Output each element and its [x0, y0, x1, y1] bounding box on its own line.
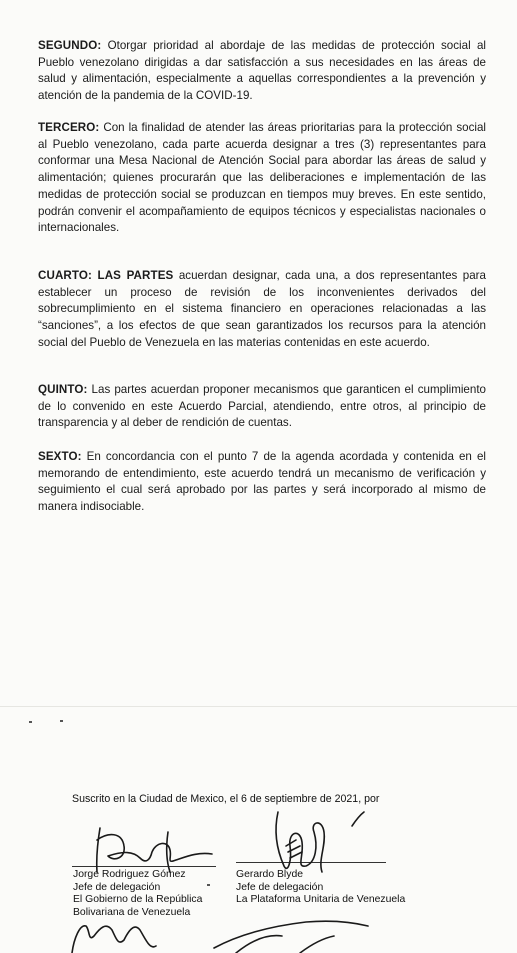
right-signatory	[236, 869, 405, 907]
signatory-role: Jefe de delegación	[73, 881, 161, 893]
signing-statement: Suscrito en la Ciudad de Mexico, el 6 de septiembre de 2021, por	[72, 793, 380, 805]
clause-text: Con la finalidad de atender las áreas prioritarias para la protección social al Pueblo venezolano, cada parte acuerda designar a tres (3) representantes para conformar una Mesa Nacional de Atención Social para abordar las áreas de salud y alimentación; quienes procurarán que las deliberaciones e implementación de las medidas de protección social se produzcan en tiempos muy breves. En este sentido, podrán convenir el acompañamiento de equipos técnicos y especialistas nacionales o internacionales.	[38, 121, 486, 235]
clause-label: TERCERO:	[38, 121, 100, 134]
clause-label: QUINTO:	[38, 383, 88, 396]
clause-label: SEXTO:	[38, 450, 82, 463]
signatory-organization: Bolivariana de Venezuela	[73, 906, 191, 918]
signatory-organization: La Plataforma Unitaria de Venezuela	[236, 894, 406, 906]
clause-label: SEGUNDO:	[38, 39, 102, 52]
signatory-name: Gerardo Blyde	[236, 869, 303, 880]
left-signatory	[73, 869, 202, 919]
clause-text: acuerdan designar, cada una, a dos representantes para establecer un proceso de revisión de los inconvenientes derivados del sobrecumplimiento en el sistema financiero en operaciones relacionadas a las “sanciones”, a los efectos de que sean garantizados los recursos para la atención social del Pueblo de Venezuela en las materias contenidas en este acuerdo.	[38, 269, 486, 349]
clause-label: CUARTO: LAS PARTES	[38, 269, 174, 282]
clause-text: En concordancia con el punto 7 de la agenda acordada y contenida en el memorando de entendimiento, este acuerdo tendrá un mecanismo de verificación y seguimiento el cual será aprobado por las partes y será incorporado al mismo de manera indisociable.	[38, 450, 486, 514]
clause-text: Las partes acuerdan proponer mecanismos que garanticen el cumplimiento de lo convenido en este Acuerdo Parcial, atendiendo, entre otros, al principio de transparencia y al deber de rendición de cuentas.	[38, 383, 486, 430]
signatory-role: Jefe de delegación	[236, 881, 324, 893]
signatory-organization: El Gobierno de la República	[73, 894, 203, 906]
clause-text: Otorgar prioridad al abordaje de las medidas de protección social al Pueblo venezolano dirigidas a dar satisfacción a sus necesidades en las áreas de salud y alimentación, especialmente a aquellas correspondientes a la prevención y atención de la pandemia de la COVID-19.	[38, 39, 486, 103]
scan-speck	[207, 884, 210, 886]
signatory-name: Jorge Rodriguez Gómez	[73, 869, 186, 880]
